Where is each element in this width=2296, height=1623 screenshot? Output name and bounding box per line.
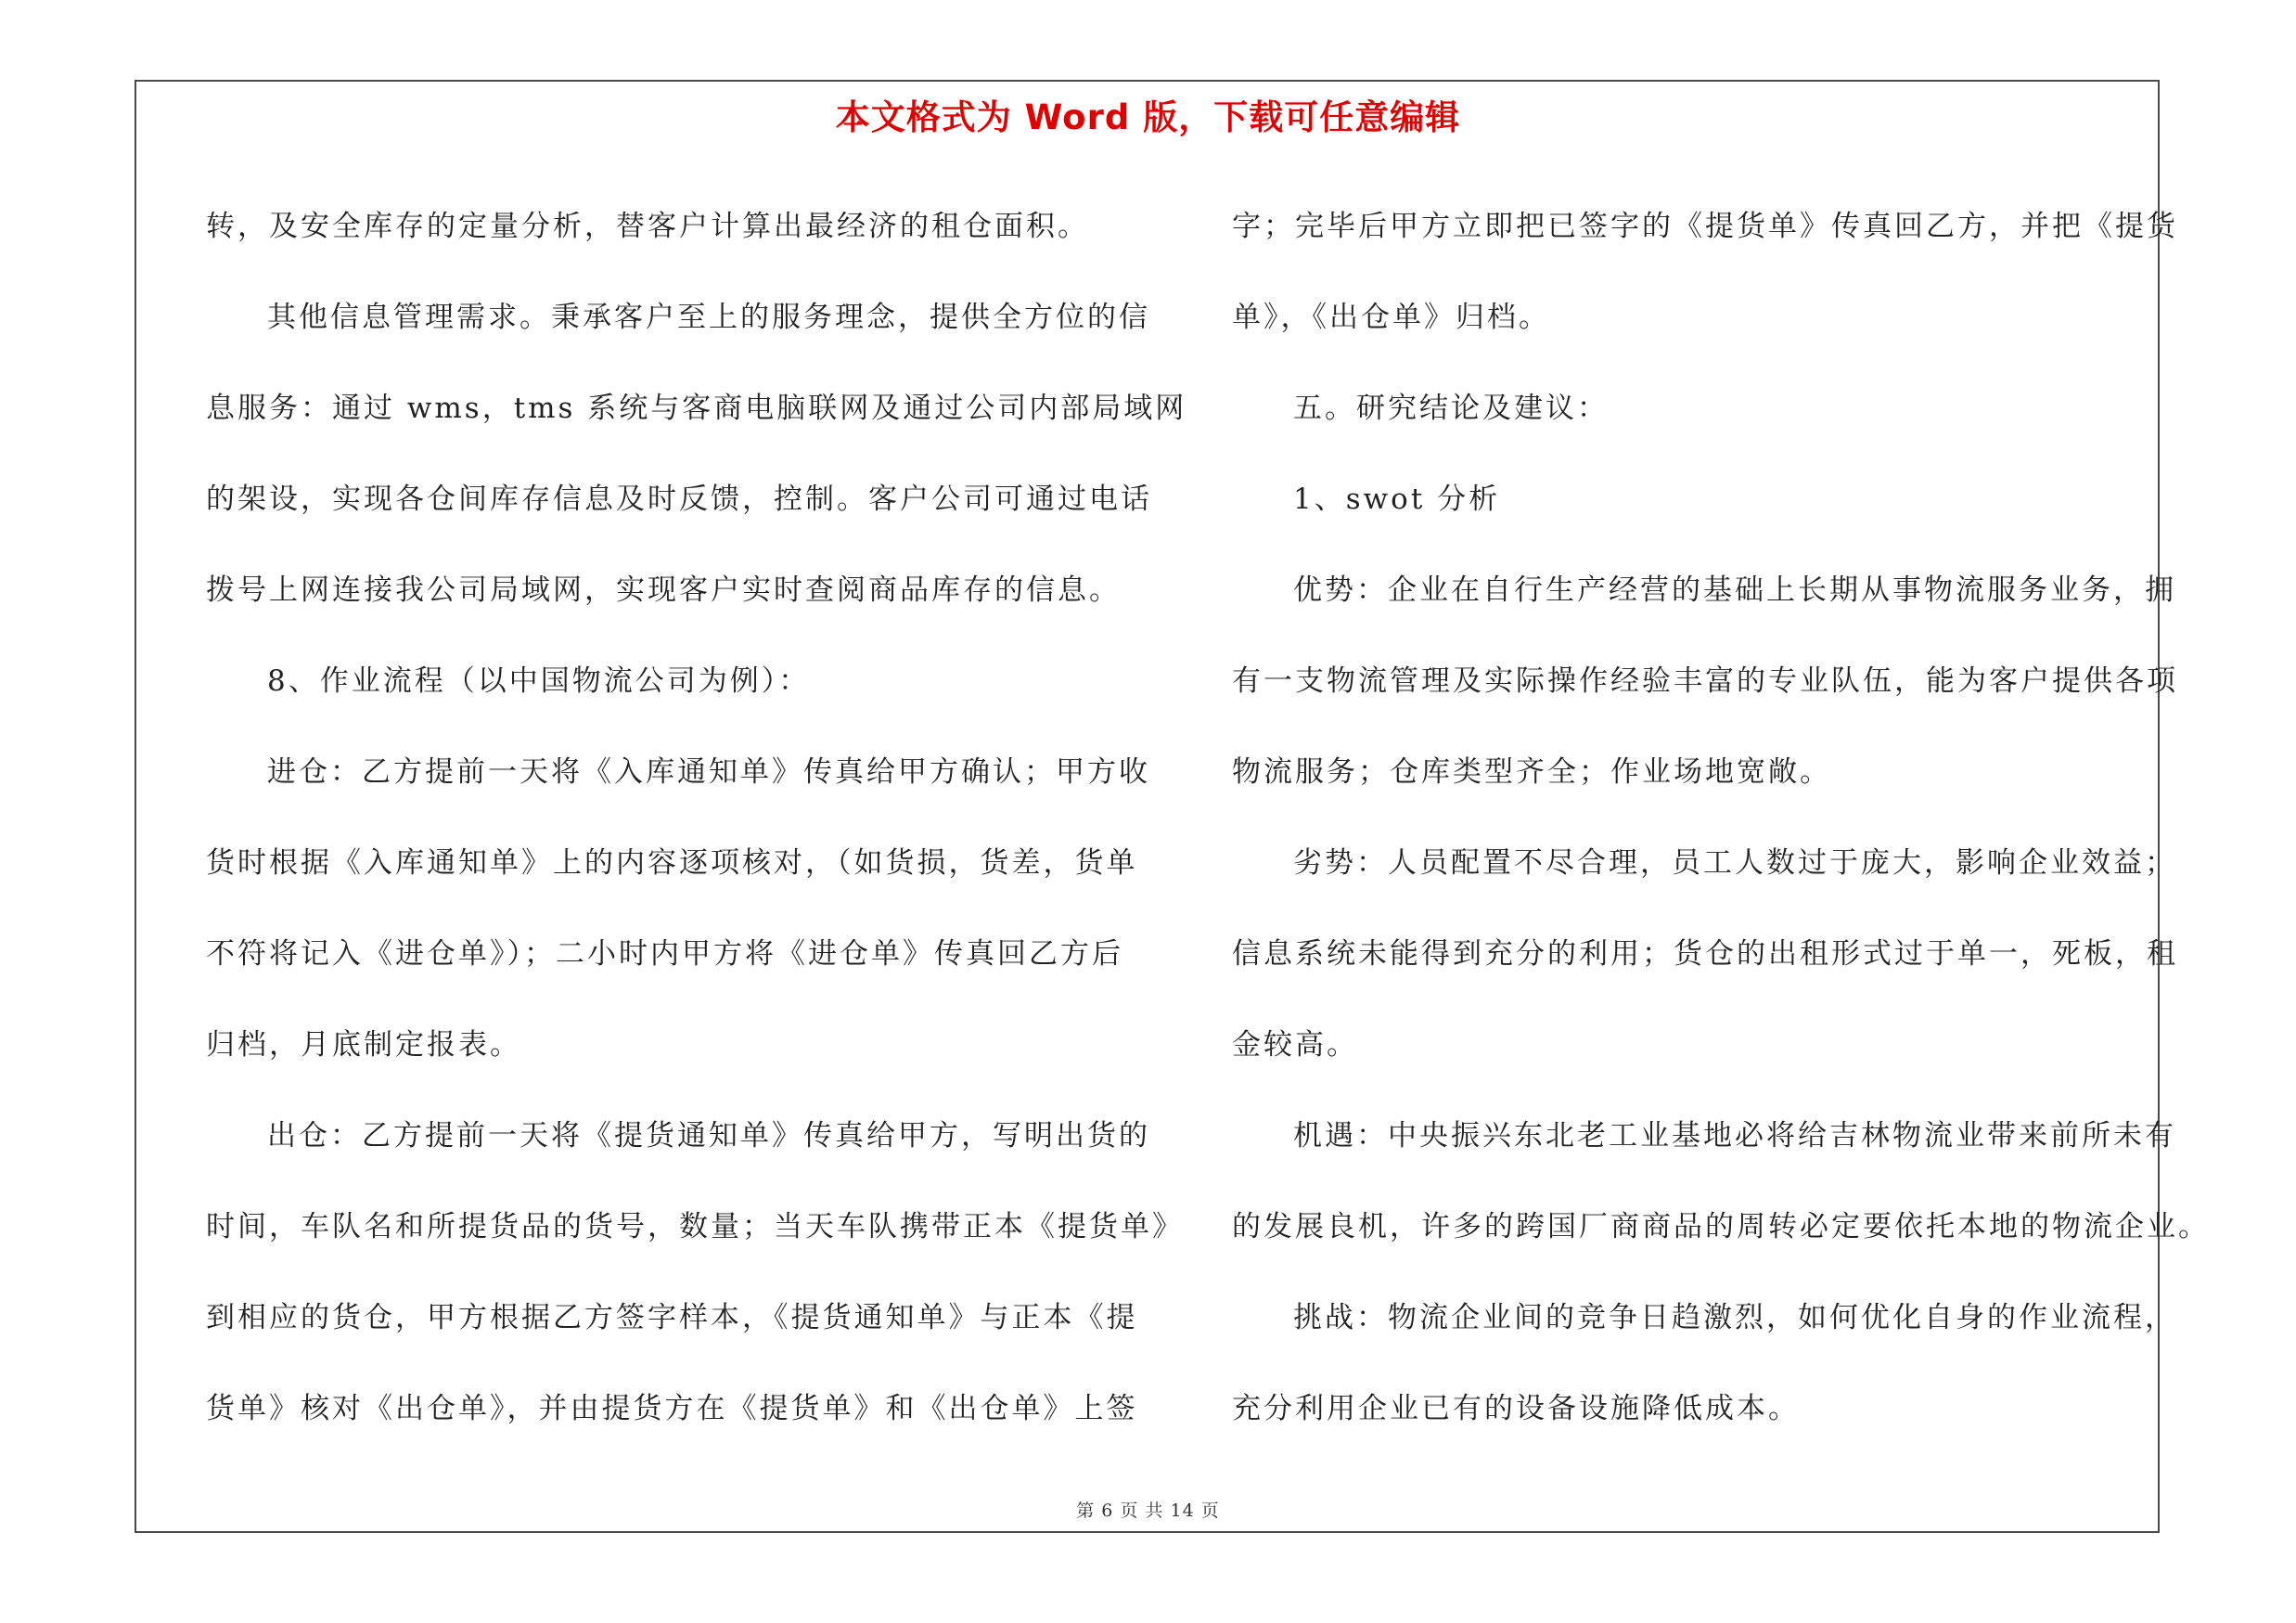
body-line: 充分利用企业已有的设备设施降低成本。 <box>1232 1392 1800 1425</box>
right-text-column <box>1232 181 2210 1454</box>
page-number: 第 6 页 共 14 页 <box>1076 1501 1220 1521</box>
body-line: 拨号上网连接我公司局域网，实现客户实时查阅商品库存的信息。 <box>206 573 1121 607</box>
body-line: 息服务：通过 wms，tms 系统与客商电脑联网及通过公司内部局域网 <box>206 392 1187 425</box>
body-line: 的架设，实现各仓间库存信息及时反馈，控制。客户公司可通过电话 <box>206 483 1152 516</box>
body-line: 归档，月底制定报表。 <box>206 1028 521 1062</box>
body-line: 不符将记入《进仓单》）；二小时内甲方将《进仓单》传真回乙方后 <box>206 937 1123 971</box>
body-line: 信息系统未能得到充分的利用；货仓的出租形式过于单一，死板，租 <box>1232 937 2178 971</box>
body-line: 优势：企业在自行生产经营的基础上长期从事物流服务业务，拥 <box>1293 573 2176 607</box>
body-line: 到相应的货仓，甲方根据乙方签字样本，《提货通知单》与正本《提 <box>206 1301 1138 1334</box>
body-line: 货时根据《入库通知单》上的内容逐项核对，（如货损，货差，货单 <box>206 846 1138 880</box>
body-line: 劣势：人员配置不尽合理，员工人数过于庞大，影响企业效益； <box>1293 846 2176 880</box>
body-line: 字；完毕后甲方立即把已签字的《提货单》传真回乙方，并把《提货 <box>1232 210 2178 243</box>
section-heading: 五。研究结论及建议： <box>1293 392 1609 425</box>
body-line: 物流服务；仓库类型齐全；作业场地宽敞。 <box>1232 755 1831 789</box>
body-line: 转，及安全库存的定量分析，替客户计算出最经济的租仓面积。 <box>206 210 1089 243</box>
body-line: 进仓：乙方提前一天将《入库通知单》传真给甲方确认；甲方收 <box>267 755 1150 789</box>
body-line: 的发展良机，许多的跨国厂商商品的周转必定要依托本地的物流企业。 <box>1232 1210 2210 1243</box>
body-line: 挑战：物流企业间的竞争日趋激烈，如何优化自身的作业流程， <box>1293 1301 2176 1334</box>
left-text-column <box>206 181 1187 1454</box>
body-line: 货单》核对《出仓单》，并由提货方在《提货单》和《出仓单》上签 <box>206 1392 1138 1425</box>
body-line: 其他信息管理需求。秉承客户至上的服务理念，提供全方位的信 <box>267 301 1150 334</box>
body-line: 有一支物流管理及实际操作经验丰富的专业队伍，能为客户提供各项 <box>1232 664 2178 698</box>
format-notice-banner: 本文格式为 Word 版，下载可任意编辑 <box>835 97 1461 137</box>
body-line: 出仓：乙方提前一天将《提货通知单》传真给甲方，写明出货的 <box>267 1119 1150 1153</box>
body-line: 机遇：中央振兴东北老工业基地必将给吉林物流业带来前所未有 <box>1293 1119 2176 1153</box>
body-line: 单》，《出仓单》归档。 <box>1232 301 1550 334</box>
body-line: 时间，车队名和所提货品的货号，数量；当天车队携带正本《提货单》 <box>206 1210 1184 1243</box>
section-heading: 8、作业流程（以中国物流公司为例）： <box>267 664 811 698</box>
subsection-heading: 1、swot 分析 <box>1293 483 1501 516</box>
body-line: 金较高。 <box>1232 1028 1358 1062</box>
